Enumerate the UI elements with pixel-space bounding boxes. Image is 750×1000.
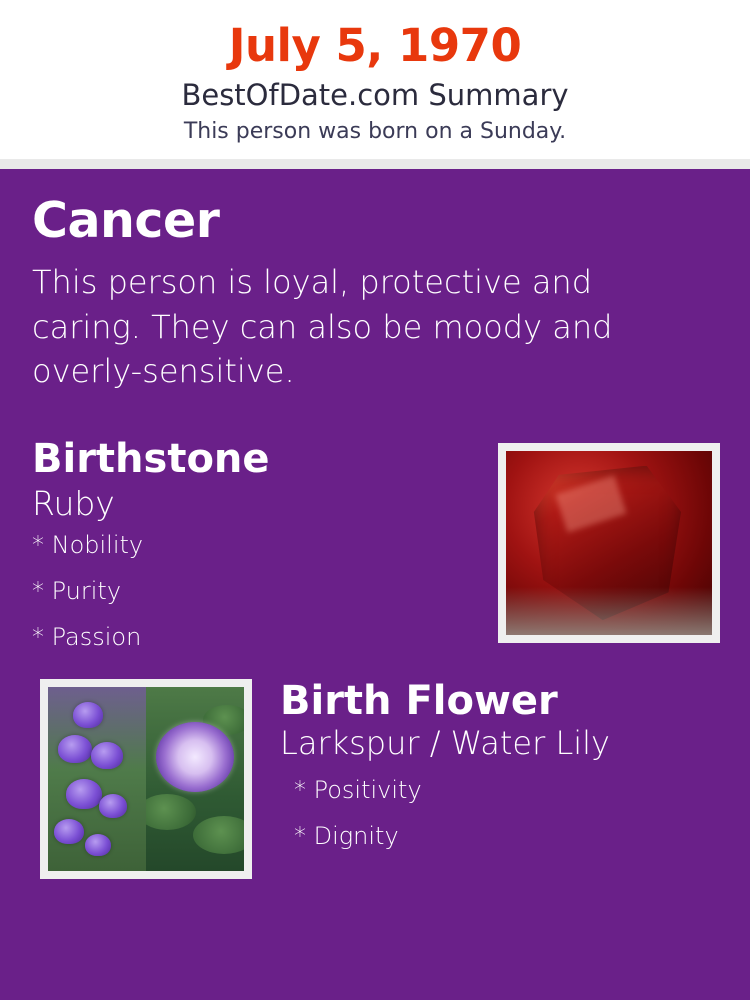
ruby-image-shading — [506, 587, 712, 635]
water-lily-bloom-icon — [156, 722, 234, 792]
birthstone-trait: * Purity — [32, 576, 122, 605]
lily-pad-icon — [146, 794, 196, 830]
site-summary-label: BestOfDate.com Summary — [181, 78, 569, 113]
birthstone-trait: * Passion — [32, 622, 142, 651]
larkspur-image — [48, 687, 146, 871]
birthflower-name: Larkspur / Water Lily — [280, 723, 610, 762]
water-lily-image — [146, 687, 244, 871]
larkspur-blossom-icon — [54, 819, 84, 844]
page-title-date: July 5, 1970 — [228, 19, 522, 72]
birthflower-section — [32, 679, 718, 894]
birthflower-title: Birth Flower — [280, 677, 558, 724]
birthstone-section — [32, 437, 718, 657]
zodiac-description: This person is loyal, protective and caring. They can also be moody and overly-sensitive. — [32, 263, 613, 390]
header-divider — [0, 159, 750, 169]
card-body — [0, 169, 750, 1000]
lily-pad-icon — [193, 816, 244, 854]
birthstone-name: Ruby — [32, 483, 115, 523]
birthflower-photo — [40, 679, 252, 879]
birthstone-photo — [498, 443, 720, 643]
larkspur-blossom-icon — [99, 794, 127, 818]
card-header — [0, 0, 750, 159]
larkspur-blossom-icon — [58, 735, 92, 763]
birthflower-trait: * Dignity — [294, 821, 399, 850]
birthflower-text — [280, 679, 718, 848]
larkspur-blossom-icon — [85, 834, 111, 856]
ruby-image — [506, 451, 712, 635]
flower-image-pair — [48, 687, 244, 871]
birthstone-title: Birthstone — [32, 435, 270, 482]
larkspur-blossom-icon — [91, 742, 123, 769]
larkspur-blossom-icon — [73, 702, 103, 728]
born-day-text: This person was born on a Sunday. — [183, 118, 567, 144]
larkspur-blossom-icon — [66, 779, 102, 809]
birthflower-trait: * Positivity — [294, 775, 422, 804]
zodiac-sign-name: Cancer — [32, 191, 220, 249]
birthstone-trait: * Nobility — [32, 530, 144, 559]
